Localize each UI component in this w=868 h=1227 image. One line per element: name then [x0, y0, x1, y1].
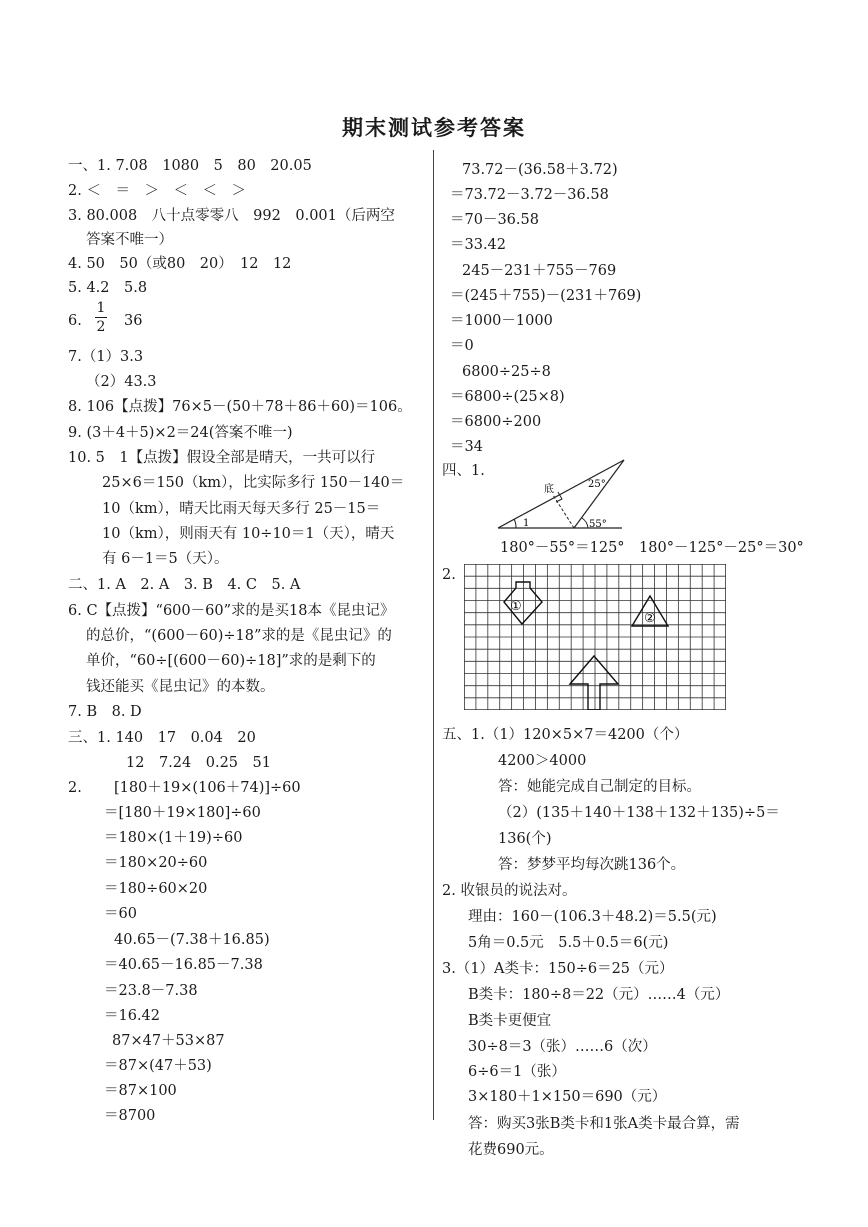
calc-line: ＝34	[450, 439, 483, 455]
calc-line: ＝60	[104, 906, 137, 922]
answer-line: 5. 4.2 5.8	[68, 280, 148, 296]
fraction-denominator: 2	[96, 319, 106, 335]
answer-line: 5角＝0.5元 5.5＋0.5＝6(元)	[468, 935, 669, 951]
answer-line: 8. 106【点拨】76×5－(50＋78＋86＋60)＝106。	[68, 399, 412, 415]
answer-line: 7. B 8. D	[68, 704, 142, 720]
column-divider	[433, 150, 434, 1120]
angle-arc	[582, 518, 588, 528]
angle-right-label: 55°	[589, 519, 607, 530]
calc-line: 87×47＋53×87	[112, 1033, 225, 1049]
calc-line: ＝70－36.58	[450, 212, 539, 228]
answer-line: 4. 50 50（或80 20） 12 12	[68, 256, 292, 272]
calc-line: [180＋19×(106＋74)]÷60	[114, 780, 301, 796]
answer-line: 3. 80.008 八十点零零八 992 0.001（后两空	[68, 208, 395, 224]
answer-line: （2）43.3	[86, 374, 157, 390]
calc-line: ＝16.42	[104, 1008, 161, 1024]
angle-top-label: 25°	[588, 479, 606, 490]
calc-line: ＝180×(1＋19)÷60	[104, 830, 243, 846]
fraction	[94, 300, 108, 335]
calc-line: ＝40.65－16.85－7.38	[104, 957, 263, 973]
answer-line: 答：她能完成自己制定的目标。	[498, 779, 701, 795]
calc-line: 6800÷25÷8	[462, 364, 551, 380]
triangle-side	[574, 460, 624, 528]
answer-line: 7.（1）3.3	[68, 349, 144, 365]
answer-line: 6÷6＝1（张）	[468, 1064, 566, 1080]
answer-line: 二、1. A 2. A 3. B 4. C 5. A	[68, 577, 301, 593]
calc-line: ＝0	[450, 338, 474, 354]
grid-figure	[464, 564, 726, 710]
calc-line: ＝73.72－3.72－36.58	[450, 187, 609, 203]
calc-line: ＝87×(47＋53)	[104, 1058, 212, 1074]
answer-line: 三、1. 140 17 0.04 20	[68, 730, 256, 746]
answer-line: 答：梦梦平均每次跳136个。	[498, 857, 686, 873]
calc-line: 40.65－(7.38＋16.85)	[114, 932, 270, 948]
calc-line: ＝180÷60×20	[104, 881, 208, 897]
section-label: 2.	[442, 567, 456, 583]
fraction-bar	[95, 317, 107, 318]
calc-line: 73.72－(36.58＋3.72)	[462, 162, 618, 178]
answer-line: 25×6＝150（km），比实际多行 150－140＝	[102, 475, 405, 491]
shape-3	[570, 656, 618, 710]
answer-line: 136(个)	[498, 831, 552, 847]
calc-line: ＝8700	[104, 1108, 156, 1124]
fraction-numerator: 1	[96, 300, 106, 316]
triangle-side	[498, 460, 624, 528]
calc-line: ＝180×20÷60	[104, 855, 208, 871]
page-title: 期末测试参考答案	[342, 116, 526, 140]
answer-line: 答案不唯一）	[86, 232, 173, 248]
answer-line: 五、1.（1）120×5×7＝4200（个）	[442, 727, 689, 743]
section-label: 四、1.	[442, 463, 485, 479]
answer-line: 2. 收银员的说法对。	[442, 883, 577, 899]
answer-line: 的总价，“(600－60)÷18”求的是《昆虫记》的	[86, 628, 392, 644]
answer-line: 3.（1）A类卡：150÷6＝25（元）	[442, 961, 674, 977]
answer-line: 30÷8＝3（张）……6（次）	[468, 1039, 657, 1055]
triangle-figure	[496, 456, 626, 534]
answer-line: B类卡：180÷8＝22（元）……4（元）	[468, 987, 730, 1003]
answer-line: 6. C【点拨】“600－60”求的是买18本《昆虫记》	[68, 603, 395, 619]
answer-line: （2）(135＋140＋138＋132＋135)÷5＝	[498, 805, 780, 821]
height-dash	[553, 495, 574, 528]
calc-line: ＝33.42	[450, 237, 507, 253]
answer-line: 一、1. 7.08 1080 5 80 20.05	[68, 158, 312, 174]
answer-line: 3×180＋1×150＝690（元）	[468, 1089, 667, 1105]
answer-line: B类卡更便宜	[468, 1013, 552, 1029]
calc-line: ＝6800÷(25×8)	[450, 389, 565, 405]
shape-1-label: ①	[510, 599, 522, 614]
answer-line: 花费690元。	[468, 1142, 554, 1158]
item6-prefix: 6.	[68, 313, 82, 329]
calc-line: ＝[180＋19×180]÷60	[104, 805, 261, 821]
answer-line: 4200＞4000	[498, 753, 587, 769]
answer-line: 理由：160－(106.3＋48.2)＝5.5(元)	[468, 909, 717, 925]
calc-line: ＝23.8－7.38	[104, 983, 198, 999]
answer-line: 单价，“60÷[(600－60)÷18]”求的是剩下的	[86, 653, 376, 669]
grid-lines	[464, 564, 726, 710]
answer-line: 10. 5 1【点拨】假设全部是晴天，一共可以行	[68, 450, 376, 466]
shape-2-label: ②	[644, 611, 656, 626]
calc-line: 245－231＋755－769	[462, 263, 617, 279]
answer-line: 有 6－1＝5（天）。	[102, 551, 229, 567]
answer-line: 10（km），则雨天有 10÷10＝1（天），晴天	[102, 526, 395, 542]
angle-arc	[514, 519, 516, 528]
answer-line: 10（km），晴天比雨天每天多行 25－15＝	[102, 501, 381, 517]
answer-line: 36	[124, 313, 143, 329]
answer-line: 答：购买3张B类卡和1张A类卡最合算，需	[468, 1116, 740, 1132]
answer-line: 12 7.24 0.25 51	[126, 755, 271, 771]
answer-line: 9. (3＋4＋5)×2＝24(答案不唯一)	[68, 425, 293, 441]
angle-calc: 180°－55°＝125° 180°－125°－25°＝30°	[500, 540, 804, 556]
calc-line: ＝6800÷200	[450, 414, 542, 430]
angle-left-label: 1	[523, 518, 530, 529]
answer-line: 钱还能买《昆虫记》的本数。	[86, 679, 275, 695]
calc-line: ＝87×100	[104, 1083, 177, 1099]
answer-line: 2.	[68, 780, 82, 796]
calc-line: ＝1000－1000	[450, 313, 553, 329]
base-label: 底	[544, 484, 554, 495]
calc-line: ＝(245＋755)－(231＋769)	[450, 288, 642, 304]
answer-line: 2. ＜ ＝ ＞ ＜ ＜ ＞	[68, 183, 246, 199]
